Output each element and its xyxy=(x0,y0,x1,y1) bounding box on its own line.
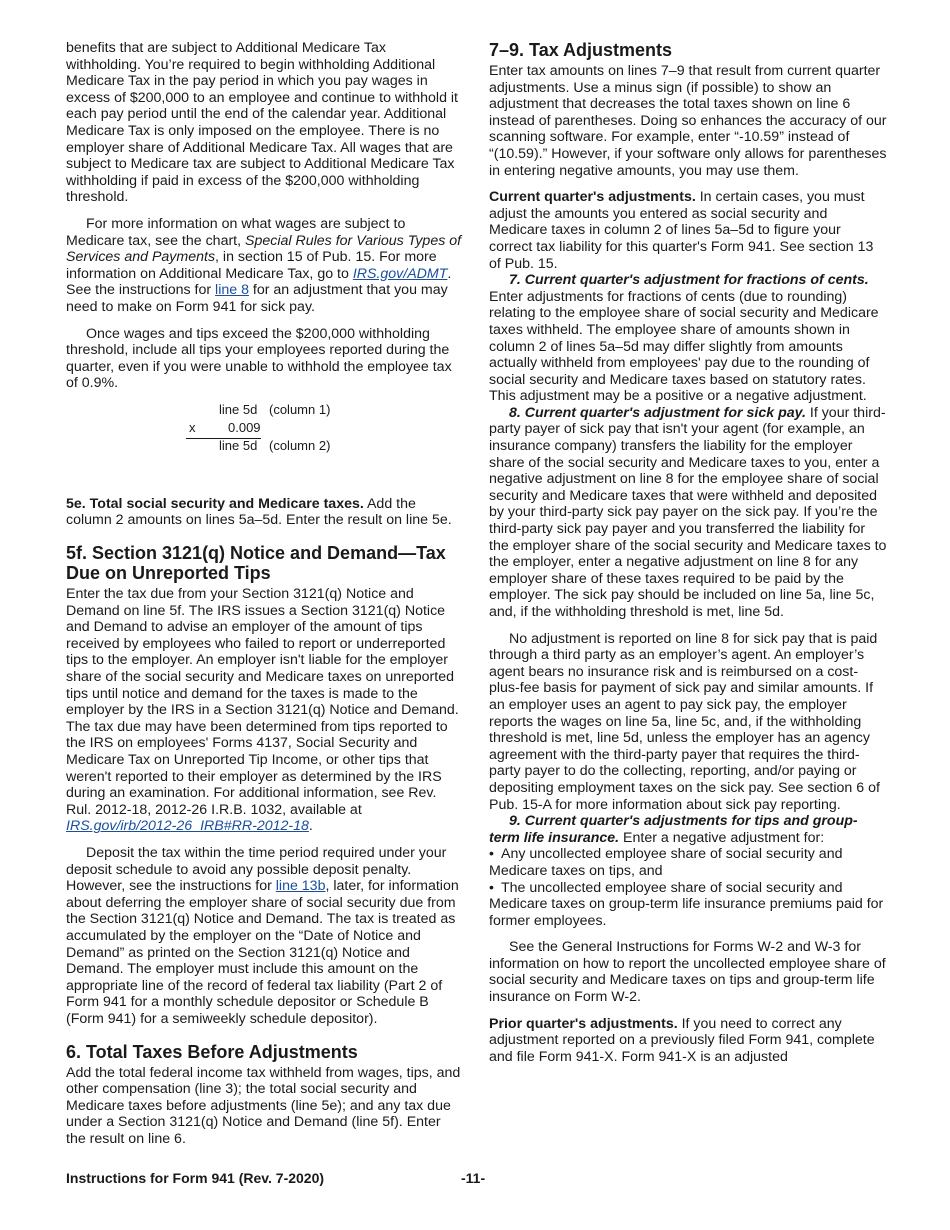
paragraph-current-quarter: Current quarter's adjustments. In certain cases, you must adjust the amounts you entered as social security and Medicare taxes in column 2 of lines 5a–5d to figure your correct tax liability for this quarter's Form 941. See section 13 of Pub. 15. xyxy=(489,189,874,272)
paragraph-line-7: 7. Current quarter's adjustment for fractions of cents. Enter adjustments for fractions of cents (due to rounding) relating to the employee share of social security and Medicare taxes withheld. The employee share of amounts shown in column 2 of lines 5a–5d may differ slightly from amounts actually withheld from employees' pay due to the rounding of social security and Medicare taxes based on statutory rates. This adjustment may be a positive or a negative adjustment. xyxy=(489,272,879,405)
paragraph-line-8: 8. Current quarter's adjustment for sick pay. If your third-party payer of sick pay that isn't your agent (for example, an insurance company) transfers the liability for the employer share of the social security and Medicare taxes to you, enter a negative adjustment on line 8 for the employee share of social security and Medicare taxes that were withheld and deposited by your third-party sick pay payer on the sick pay. If you’re the third-party sick pay payer and you transferred the liability for the employer share of the social security and Medicare taxes to the employer, enter a negative adjustment on line 8 for any employer share of these taxes required to be paid by the employer. The sick pay should be included on line 5a, line 5c, and, if the withholding threshold is met, line 5d. xyxy=(489,404,887,620)
formula-line1-label: line 5d xyxy=(219,401,258,417)
paragraph-w2-info: See the General Instructions for Forms W-2 and W-3 for information on how to report the uncollected employee share of social security and Medicare taxes on tips and group-term life insurance on Form W-2. xyxy=(489,939,886,1006)
list-item: • Any uncollected employee share of social security and Medicare taxes on tips, and xyxy=(489,846,843,879)
formula-line1-col: (column 1) xyxy=(269,401,331,417)
heading-line-8: 8. Current quarter's adjustment for sick pay. xyxy=(509,404,806,421)
formula-block xyxy=(66,402,463,486)
bullet-icon: • xyxy=(489,846,494,863)
paragraph-5e: 5e. Total social security and Medicare taxes. Add the column 2 amounts on lines 5a–5d. Enter the result on line 5e. xyxy=(66,495,452,529)
paragraph-tips-threshold: Once wages and tips exceed the $200,000 withholding threshold, include all tips your employees reported during the quarter, even if you were unable to withhold the employee tax of 0.9%. xyxy=(66,325,452,392)
heading-line-7: 7. Current quarter's adjustment for fractions of cents. xyxy=(509,272,869,289)
line-13b-link[interactable]: line 13b xyxy=(275,878,326,895)
heading-6: 6. Total Taxes Before Adjustments xyxy=(66,1041,358,1062)
rev-rul-link[interactable]: IRS.gov/irb/2012-26_IRB#RR-2012-18 xyxy=(66,818,309,835)
right-column xyxy=(489,40,887,1075)
left-column xyxy=(66,40,463,1157)
bullet-icon: • xyxy=(489,879,494,896)
paragraph-prior-quarter: Prior quarter's adjustments. If you need to correct any adjustment reported on a previously filed Form 941, complete and file Form 941-X. Form 941-X is an adjusted xyxy=(489,1015,875,1065)
paragraph-tax-adjustments: Enter tax amounts on lines 7–9 that result from current quarter adjustments. Use a minus sign (if possible) to show an adjustment that decreases the total taxes shown on line 6 instead of parentheses. Doing so enhances the accuracy of our scanning software. For example, enter “-10.59” instead of “(10.59).” However, if your software only allows for parentheses in entering negative amounts, you may use them. xyxy=(489,63,887,179)
paragraph-6: Add the total federal income tax withheld from wages, tips, and other compensation (line 3); the total social security and Medicare taxes before adjustments (line 5e); and any tax due under a Section 3121(q) Notice and Demand (line 5f). Enter the result on line 6. xyxy=(66,1064,461,1147)
heading-current-quarter: Current quarter's adjustments. xyxy=(489,189,696,206)
heading-7-9: 7–9. Tax Adjustments xyxy=(489,40,673,60)
footer-title: Instructions for Form 941 (Rev. 7-2020) xyxy=(66,1170,325,1186)
paragraph-line-9: 9. Current quarter's adjustments for tips and group-term life insurance. Enter a negative adjustment for: xyxy=(489,813,858,846)
heading-5e: 5e. Total social security and Medicare taxes. xyxy=(66,495,364,512)
formula-rate: 0.009 xyxy=(228,419,261,435)
formula-line2-col: (column 2) xyxy=(269,437,331,453)
paragraph-medicare-info: For more information on what wages are subject to Medicare tax, see the chart, Special Rules for Various Types of Services and Payments, in section 15 of Pub. 15. For more information on Additional Medicare Tax, go to IRS.gov/ADMT. See the instructions for line 8 for an adjustment that you may need to make on Form 941 for sick pay. xyxy=(66,215,462,315)
paragraph-sick-pay-agent: No adjustment is reported on line 8 for sick pay that is paid through a third party as an employer’s agent. An employer’s agent bears no insurance risk and is reimbursed on a cost-plus-fee basis for payment of sick pay and similar amounts. If an employer uses an agent to pay sick pay, the employer reports the wages on line 5a, line 5c, and, if the withholding threshold is met, line 5d, unless the employer has an agency agreement with the third-party payer that requires the third-party payer to do the collecting, reporting, and/or paying or depositing employment taxes on the sick pay. See section 6 of Pub. 15-A for more information about sick pay reporting. xyxy=(489,630,880,813)
page-number: -11- xyxy=(461,1170,486,1186)
formula-operator: x xyxy=(189,419,196,435)
line-8-link[interactable]: line 8 xyxy=(215,282,249,299)
paragraph-additional-medicare: benefits that are subject to Additional Medicare Tax withholding. You’re required to begin withholding Additional Medicare Tax in the pay period in which you pay wages in excess of $200,000 to an employee and continue to withhold it each pay period until the end of the calendar year. Additional Medicare Tax is only imposed on the employee. There is no employer share of Additional Medicare Tax. All wages that are subject to Medicare tax are subject to Additional Medicare Tax withholding if paid in excess of the $200,000 withholding threshold. xyxy=(66,40,458,206)
chart-title: Special Rules for Various Types of Services and Payments xyxy=(66,232,462,266)
heading-5f: 5f. Section 3121(q) Notice and Demand—Tax Due on Unreported Tips xyxy=(66,543,446,584)
irs-admt-link[interactable]: IRS.gov/ADMT xyxy=(352,265,448,282)
heading-line-9: 9. Current quarter's adjustments for tips and group-term life insurance. xyxy=(489,813,858,846)
formula-line2-label: line 5d xyxy=(219,437,258,453)
paragraph-5f: Enter the tax due from your Section 3121(q) Notice and Demand on line 5f. The IRS issues a Section 3121(q) Notice and Demand to advise an employer of the amount of tips received by employees who failed to report or underreported tips to the employer. An employer isn't liable for the employer share of the social security and Medicare taxes on unreported tips until notice and demand for the taxes is made to the employer by the IRS in a Section 3121(q) Notice and Demand. The tax due may have been determined from tips reported to the IRS on employees' Forms 4137, Social Security and Medicare Tax on Unreported Tip Income, or other tips that weren't reported to their employer as determined by the IRS during an examination. For additional information, see Rev. Rul. 2012-18, 2012-26 I.R.B. 1032, available at IRS.gov/irb/2012-26_IRB#RR-2012-18. xyxy=(66,586,459,835)
list-item: • The uncollected employee share of social security and Medicare taxes on group-term life insurance premiums paid for former employees. xyxy=(489,879,884,929)
paragraph-deposit: Deposit the tax within the time period required under your deposit schedule to avoid any possible deposit penalty. However, see the instructions for line 13b, later, for information about deferring the employer share of social security due from the Section 3121(q) Notice and Demand. The tax is treated as accumulated by the employer on the “Date of Notice and Demand” as printed on the Section 3121(q) Notice and Demand. The employer must include this amount on the appropriate line of the record of federal tax liability (Part 2 of Form 941 for a monthly schedule depositor or Schedule B (Form 941) for a semiweekly schedule depositor). xyxy=(66,844,459,1027)
heading-prior-quarter: Prior quarter's adjustments. xyxy=(489,1015,678,1032)
